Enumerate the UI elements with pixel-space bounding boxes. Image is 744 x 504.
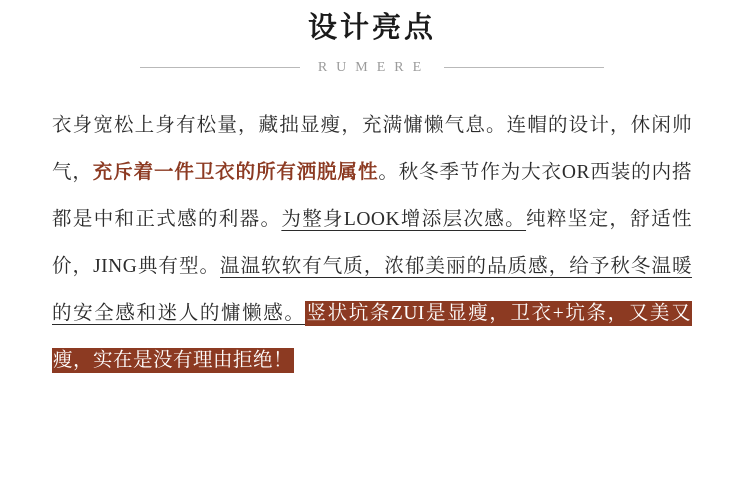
- text-segment-5: 纯粹坚定，舒适性价，JING典有型。: [52, 208, 692, 277]
- subtitle-row: [0, 60, 744, 76]
- divider-left: [140, 67, 300, 68]
- body-paragraph: [52, 102, 692, 384]
- divider-right: [444, 67, 604, 68]
- brand-subtitle: RUMERE: [317, 59, 431, 75]
- text-segment-2-accent: 充斥着一件卫衣的所有洒脱属性: [92, 161, 379, 183]
- text-segment-7-highlight: 竖状坑条ZUI是显瘦，卫衣+坑条，又美又瘦，实在是没有理由拒绝！: [53, 302, 691, 371]
- text-segment-1: 衣身宽松上身有松量，藏拙显瘦，充满慵懒气息。连帽的设计，休闲帅气，: [52, 114, 692, 183]
- text-segment-6-underline: 温温软软有气质，浓郁美丽的品质感，给予秋冬温暖的安全感和迷人的慵懒感。: [52, 255, 692, 324]
- text-segment-3: 。秋冬季节作为大衣OR西装的内搭都是中和正式感的利器。: [52, 161, 692, 230]
- text-segment-4-underline: 为整身LOOK增添层次感。: [281, 208, 527, 230]
- page-title: 设计亮点: [307, 12, 436, 44]
